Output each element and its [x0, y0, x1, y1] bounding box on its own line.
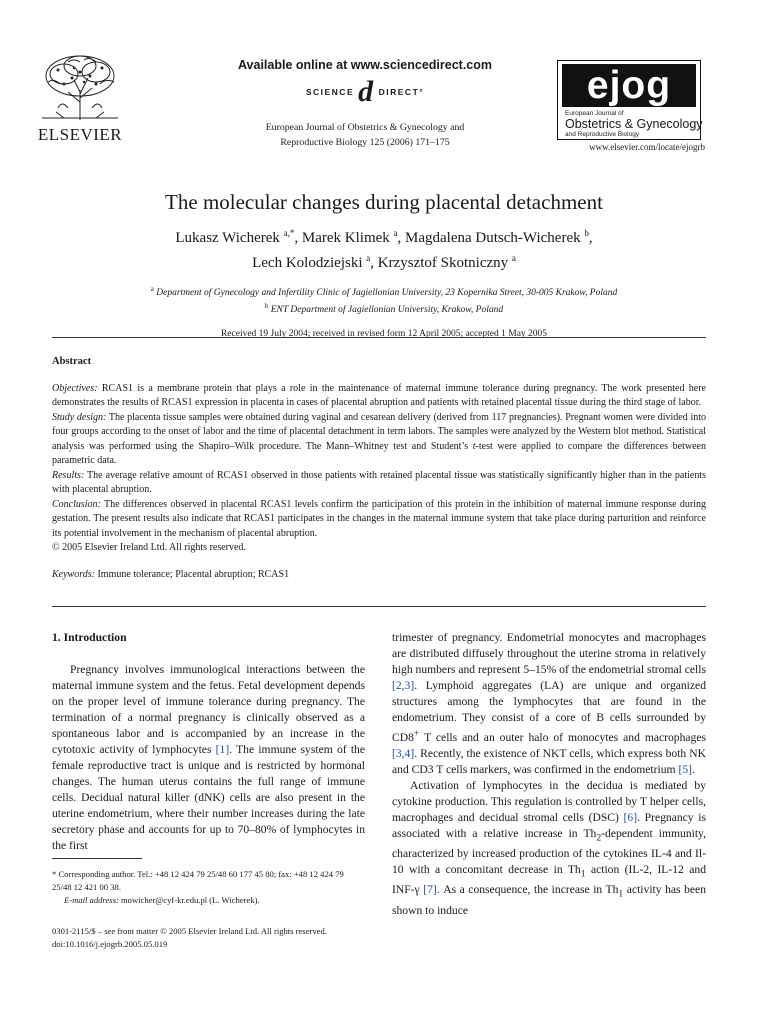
affiliation-line	[60, 283, 708, 300]
keywords-label: Keywords:	[52, 568, 95, 580]
author-separator: ,	[294, 230, 302, 246]
affiliation-mark: b	[264, 302, 269, 311]
body-text: action (IL-2, IL-12 and INF-γ	[392, 863, 706, 897]
abstract-text: The average relative amount of RCAS1 observed in those patients with retained placental tissue was statistically significantly higher than in the patients with placental abruption.	[52, 469, 706, 495]
journal-logo-word: ejog	[562, 64, 696, 107]
center-header	[200, 58, 530, 150]
received-dates: Received 19 July 2004; received in revised form 12 April 2005; accepted 1 May 2005	[220, 329, 548, 340]
body-text: . As a consequence, the increase in Th	[436, 883, 619, 897]
available-online-text[interactable]: Available online at www.sciencedirect.com	[237, 58, 493, 72]
abstract-t-italic: t	[472, 440, 476, 452]
author-separator: ,	[588, 230, 593, 246]
affiliation-line	[60, 300, 708, 317]
email-label: E-mail address:	[64, 895, 119, 905]
divider-mid	[52, 606, 706, 607]
author-name: Krzysztof Skotniczny	[377, 255, 509, 271]
body-text: trimester of pregnancy. Endometrial monocytes and macrophages are distributed diffusely throughout the uterine stroma in relatively high numbers and represent 5–15% of the endometrial stromal cells	[392, 631, 706, 676]
sciencedirect-left-text: SCIENCE	[305, 87, 355, 97]
author-affiliation-mark[interactable]: a	[393, 228, 398, 238]
citation-link[interactable]: [2,3]	[392, 679, 415, 692]
publisher-logo	[30, 52, 130, 144]
affiliation-text: ENT Department of Jagiellonian University, Krakow, Poland	[270, 305, 504, 316]
abstract-text: The placenta tissue samples were obtained during vaginal and cesarean delivery (derived from 117 pregnancies). Pregnant women were divided into four groups according to the onset of labor and the time of placental detachment in term labors. The samples were analyzed by the Western blot method. Statistical analysis was performed using the Shapiro–Wilk procedure. The Mann–Whitney test and Student’s	[52, 411, 707, 452]
author-separator: ,	[397, 230, 406, 246]
body-text: . The immune system of the female reproductive tract is unique and is restricted by hormonal changes. The human uterus contains the full range of immune cells. Decidual natural killer (dNK) cells are also present in the uterine endometrium, where their number increases during the late secretory phase and accounts for up to 70–80% of lymphocytes in the first	[52, 743, 365, 852]
journal-logo	[557, 60, 701, 140]
abstract-text: The differences observed in placental RCAS1 levels confirm the participation of this protein in the inhibition of maternal immune response during gestation. The present results also indicate that RCAS1 participates in the changes in the maternal immune system that take place during parturition and reinforce its potential involvement in the mechanism of placental abruption.	[52, 498, 706, 539]
body-text: T cells and an outer halo of monocytes and macrophages	[419, 730, 706, 744]
footnotes	[52, 868, 365, 907]
body-text: . Pregnancy is associated with a relative increase in Th	[392, 810, 706, 840]
author-affiliation-mark[interactable]: a	[511, 253, 516, 263]
body-text: .	[691, 762, 695, 776]
divider-top	[52, 337, 706, 338]
abstract-objectives	[52, 382, 706, 411]
journal-logo-line3: and Reproductive Biology	[565, 131, 640, 138]
subscript: 1	[618, 888, 624, 900]
keywords	[52, 568, 706, 583]
email-note	[52, 894, 365, 907]
abstract-label: Conclusion:	[52, 498, 101, 510]
abstract-label: Results:	[52, 469, 85, 481]
title-block	[60, 190, 708, 339]
subscript: 1	[580, 868, 586, 880]
section-heading: 1. Introduction	[52, 631, 127, 644]
citation-link[interactable]: [7]	[423, 883, 437, 897]
author-name: Magdalena Dutsch-Wicherek	[405, 230, 581, 246]
sciencedirect-mark-icon: d	[358, 75, 375, 108]
abstract-results	[52, 469, 706, 498]
author-separator: ,	[370, 255, 378, 271]
citation-link[interactable]: [6]	[623, 810, 638, 824]
body-text: activity has been shown to induce	[392, 883, 706, 917]
body-text: . Lymphoid aggregates (LA) are unique and organized structures among the lymphocytes that are found in the endometrium. They consist of a core of B cells surrounded by CD8	[392, 679, 706, 744]
affiliation-mark: a	[150, 285, 154, 293]
bottom-info	[52, 925, 452, 951]
abstract-conclusion	[52, 498, 706, 542]
publisher-name: ELSEVIER	[37, 125, 123, 144]
citation-link[interactable]: [3,4]	[392, 746, 415, 760]
abstract-study-design	[52, 411, 706, 469]
author-list	[60, 223, 708, 273]
abstract-copyright: © 2005 Elsevier Ireland Ltd. All rights reserved.	[52, 542, 246, 553]
intro-paragraph-continued	[392, 630, 706, 778]
author-name: Lech Kolodziejski	[252, 255, 363, 271]
abstract-text: -test were applied to compare the differences between parametric data.	[52, 440, 706, 466]
abstract-label: Objectives:	[52, 382, 98, 394]
keywords-text: Immune tolerance; Placental abruption; RCAS1	[94, 568, 290, 580]
citation-link[interactable]: [1]	[215, 743, 230, 756]
sciencedirect-right-text: DIRECT°	[378, 87, 425, 97]
body-text: Pregnancy involves immunological interactions between the maternal immune system and the fetus. Fetal development depends on the proper level of immune tolerance during pregnancy. The termination of a normal pregnancy is clinically observed as a spontaneous labor and is accompanied by an increase in the cytotoxic activity of lymphocytes	[52, 663, 365, 756]
body-text: -dependent immunity, characterized by increased production of the cytokines IL-4 and Il-10 with a concomitant decrease in Th	[392, 826, 706, 877]
sciencedirect-logo	[200, 75, 530, 108]
elsevier-tree-icon	[34, 52, 126, 122]
doi-line[interactable]: doi:10.1016/j.ejogrb.2005.05.019	[52, 939, 168, 949]
abstract-label: Study design:	[52, 411, 107, 423]
intro-paragraph	[392, 778, 706, 919]
issn-line: 0301-2115/$ – see front matter © 2005 Elsevier Ireland Ltd. All rights reserved.	[52, 926, 327, 936]
author-affiliation-mark[interactable]: b	[584, 228, 589, 238]
superscript: +	[413, 728, 420, 739]
corresponding-author-note: * Corresponding author. Tel.: +48 12 424 79 25/48 60 177 45 80; fax: +48 12 424 79 25/48 12 421 00 38.	[52, 869, 344, 892]
abstract-heading: Abstract	[52, 356, 92, 367]
footnote-divider	[52, 858, 142, 859]
author-affiliation-mark[interactable]: a	[366, 253, 371, 263]
journal-logo-line2: Obstetrics & Gynecology	[565, 117, 703, 131]
journal-citation: European Journal of Obstetrics & Gynecology and Reproductive Biology 125 (2006) 171–175	[265, 122, 465, 148]
affiliation-text: Department of Gynecology and Infertility Clinic of Jagiellonian University, 23 Kopernika Street, 30-005 Krakow, Poland	[156, 288, 618, 299]
article-title: The molecular changes during placental detachment	[165, 190, 603, 214]
journal-logo-line1: European Journal of	[565, 110, 624, 117]
affiliations	[60, 283, 708, 317]
author-name: Lukasz Wicherek	[175, 230, 280, 246]
author-affiliation-mark[interactable]: a,*	[283, 228, 295, 238]
email-address[interactable]: mowicher@cyf-kr.edu.pl (L. Wicherek).	[118, 895, 260, 905]
abstract-section	[52, 355, 706, 582]
intro-paragraph	[52, 662, 365, 854]
right-column	[392, 630, 706, 919]
left-column	[52, 630, 365, 854]
body-text: . Recently, the existence of NKT cells, which express both NK and CD3 T cells markers, was confirmed in the endometrium	[392, 746, 706, 776]
subscript: 2	[596, 832, 602, 844]
body-text: Activation of lymphocytes in the decidua is mediated by cytokine production. This regulation is controlled by T helper cells, macrophages and decidual stromal cells (DSC)	[392, 778, 706, 824]
abstract-text: RCAS1 is a membrane protein that plays a role in the maintenance of maternal immune tolerance during pregnancy. The work presented here demonstrates the results of RCAS1 expression in placenta in cases of placental abruption and patients with retained placental tissue during the third stage of labor.	[52, 382, 706, 408]
author-name: Marek Klimek	[301, 230, 390, 246]
journal-url-link[interactable]: www.elsevier.com/locate/ejogrb	[589, 142, 705, 152]
citation-link[interactable]: [5]	[678, 762, 692, 776]
